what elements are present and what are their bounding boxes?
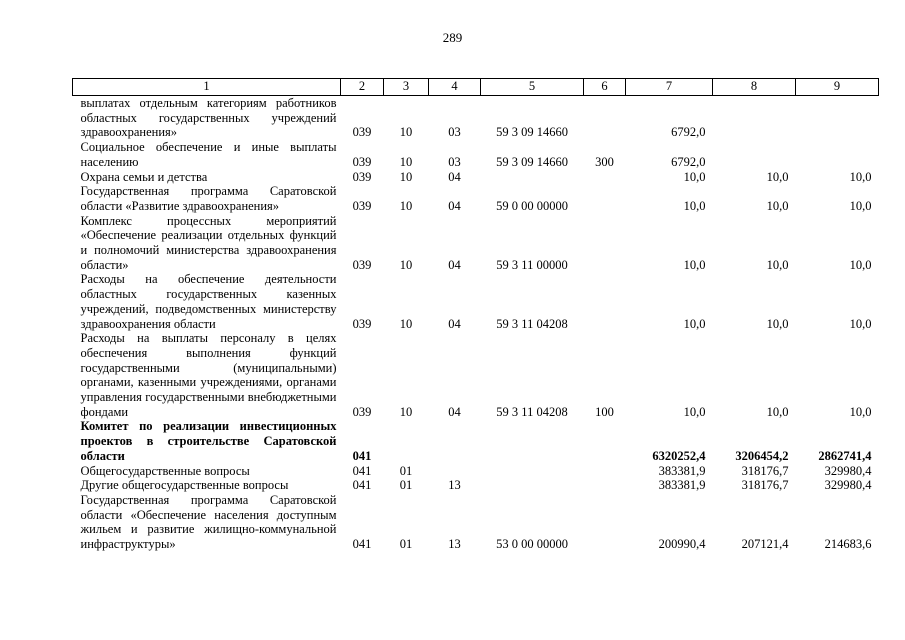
row-value-col4 [429, 419, 481, 463]
column-header: 7 [626, 79, 713, 96]
row-value-col3: 10 [399, 198, 413, 213]
row-label: Социальное обеспечение и иные выплаты населению [80, 140, 337, 169]
row-value-col6 [584, 478, 626, 493]
row-value-col4: 04 [448, 404, 461, 419]
row-value-col8: 3206454,2 [735, 448, 789, 463]
row-value-col6 [584, 96, 626, 141]
row-value-col8: 318176,7 [741, 478, 789, 493]
row-value-col3: 01 [399, 537, 413, 552]
row-value-col8: 10,0 [766, 169, 789, 184]
row-value-col2: 039 [352, 198, 372, 213]
row-label: Комплекс процессных мероприятий «Обеспечение реализации отдельных функций и полномочий министерства здравоохранения области» [80, 213, 337, 272]
row-label: Расходы на выплаты персоналу в целях обеспечения выполнения функций государственными (муниципальными) органами, казенными учреждениями, органами управления государственными внебюджетными фондами [80, 331, 337, 419]
row-value-col6: 100 [595, 404, 614, 419]
table-row [73, 96, 879, 141]
row-value-col7: 10,0 [683, 316, 706, 331]
row-value-col8: 207121,4 [741, 537, 789, 552]
column-header: 3 [384, 79, 429, 96]
table-row [73, 272, 879, 331]
column-header: 2 [341, 79, 384, 96]
column-header: 6 [584, 79, 626, 96]
row-value-col9: 10,0 [849, 404, 872, 419]
row-value-col8: 10,0 [766, 404, 789, 419]
row-value-col3: 10 [399, 154, 413, 169]
table-row [73, 331, 879, 419]
table-row [73, 184, 879, 213]
table-header [73, 79, 879, 96]
row-value-col5 [481, 170, 584, 185]
row-value-col4: 04 [448, 198, 461, 213]
row-value-col9: 329980,4 [824, 478, 872, 493]
row-value-col4: 04 [448, 316, 461, 331]
row-value-col6 [584, 272, 626, 331]
page-number: 289 [442, 30, 463, 45]
row-value-col2: 041 [352, 448, 372, 463]
row-label: Государственная программа Саратовской области «Развитие здравоохранения» [80, 184, 337, 213]
table-row [73, 478, 879, 493]
row-value-col4: 03 [448, 125, 461, 140]
row-value-col4 [429, 464, 481, 479]
row-value-col2: 039 [352, 316, 372, 331]
row-value-col5: 59 3 11 00000 [496, 257, 568, 272]
row-value-col3: 10 [399, 257, 413, 272]
row-value-col2: 041 [352, 537, 372, 552]
budget-table [72, 78, 879, 552]
row-value-col2: 039 [352, 257, 372, 272]
row-value-col9: 214683,6 [824, 537, 872, 552]
row-value-col6 [584, 464, 626, 479]
row-label: Расходы на обеспечение деятельности областных государственных казенных учреждений, подведомственных министерству здравоохранения области [80, 272, 337, 331]
row-value-col7: 10,0 [683, 257, 706, 272]
row-value-col4: 03 [448, 154, 461, 169]
row-value-col3: 01 [399, 463, 413, 478]
row-value-col4: 04 [448, 169, 461, 184]
table-row [73, 493, 879, 552]
row-value-col3: 10 [399, 169, 413, 184]
row-value-col9: 10,0 [849, 316, 872, 331]
row-label: Государственная программа Саратовской области «Обеспечение населения доступным жильем и развитие жилищно-коммунальной инфраструктуры» [80, 492, 337, 552]
row-value-col6 [584, 170, 626, 185]
row-value-col3: 10 [399, 316, 413, 331]
row-value-col2: 039 [352, 404, 372, 419]
row-label: Другие общегосударственные вопросы [80, 478, 289, 493]
row-label: выплатах отдельным категориям работников областных государственных учреждений здравоохранения» [80, 96, 337, 140]
row-value-col8 [713, 140, 796, 169]
row-value-col2: 041 [352, 478, 372, 493]
row-value-col5: 53 0 00 00000 [496, 537, 568, 552]
table-row [73, 170, 879, 185]
row-value-col5 [481, 478, 584, 493]
column-header: 4 [429, 79, 481, 96]
row-value-col5: 59 3 09 14660 [496, 125, 568, 140]
row-value-col5: 59 0 00 00000 [496, 198, 568, 213]
row-value-col2: 039 [352, 125, 372, 140]
table-row [73, 419, 879, 463]
row-label: Комитет по реализации инвестиционных проектов в строительстве Саратовской области [80, 419, 337, 463]
row-value-col6 [584, 214, 626, 273]
row-value-col3 [384, 419, 429, 463]
row-value-col7: 6792,0 [671, 154, 706, 169]
row-value-col3: 10 [399, 125, 413, 140]
column-header: 5 [481, 79, 584, 96]
row-value-col3: 10 [399, 404, 413, 419]
row-value-col7: 10,0 [683, 198, 706, 213]
row-value-col5: 59 3 11 04208 [496, 316, 568, 331]
row-value-col8: 10,0 [766, 257, 789, 272]
row-value-col2: 039 [352, 154, 372, 169]
row-value-col7: 6792,0 [671, 125, 706, 140]
row-value-col9: 10,0 [849, 169, 872, 184]
row-value-col9: 10,0 [849, 257, 872, 272]
row-value-col9: 10,0 [849, 198, 872, 213]
row-value-col8: 318176,7 [741, 463, 789, 478]
row-value-col9 [796, 140, 879, 169]
row-value-col6: 300 [595, 154, 614, 169]
table-header-row [73, 79, 879, 96]
row-label: Общегосударственные вопросы [80, 463, 250, 478]
row-value-col3: 01 [399, 478, 413, 493]
row-value-col2: 039 [352, 169, 372, 184]
row-value-col7: 383381,9 [658, 478, 706, 493]
table-body [73, 96, 879, 552]
row-value-col9 [796, 96, 879, 141]
row-value-col4: 13 [448, 478, 461, 493]
row-value-col4: 13 [448, 537, 461, 552]
row-value-col6 [584, 493, 626, 552]
row-value-col5 [481, 419, 584, 463]
table-row [73, 140, 879, 169]
table-row [73, 214, 879, 273]
row-value-col5 [481, 464, 584, 479]
column-header: 9 [796, 79, 879, 96]
row-value-col7: 383381,9 [658, 463, 706, 478]
row-value-col6 [584, 419, 626, 463]
row-value-col9: 329980,4 [824, 463, 872, 478]
row-value-col2: 041 [352, 463, 372, 478]
row-value-col9: 2862741,4 [818, 448, 872, 463]
row-value-col5: 59 3 09 14660 [496, 154, 568, 169]
row-value-col8: 10,0 [766, 316, 789, 331]
row-label: Охрана семьи и детства [80, 169, 208, 184]
row-value-col4: 04 [448, 257, 461, 272]
row-value-col6 [584, 184, 626, 213]
row-value-col7: 10,0 [683, 404, 706, 419]
row-value-col8 [713, 96, 796, 141]
row-value-col7: 6320252,4 [652, 448, 706, 463]
row-value-col5: 59 3 11 04208 [496, 404, 568, 419]
row-value-col8: 10,0 [766, 198, 789, 213]
column-header: 1 [73, 79, 341, 96]
table-row [73, 464, 879, 479]
row-value-col7: 200990,4 [658, 537, 706, 552]
row-value-col7: 10,0 [683, 169, 706, 184]
column-header: 8 [713, 79, 796, 96]
